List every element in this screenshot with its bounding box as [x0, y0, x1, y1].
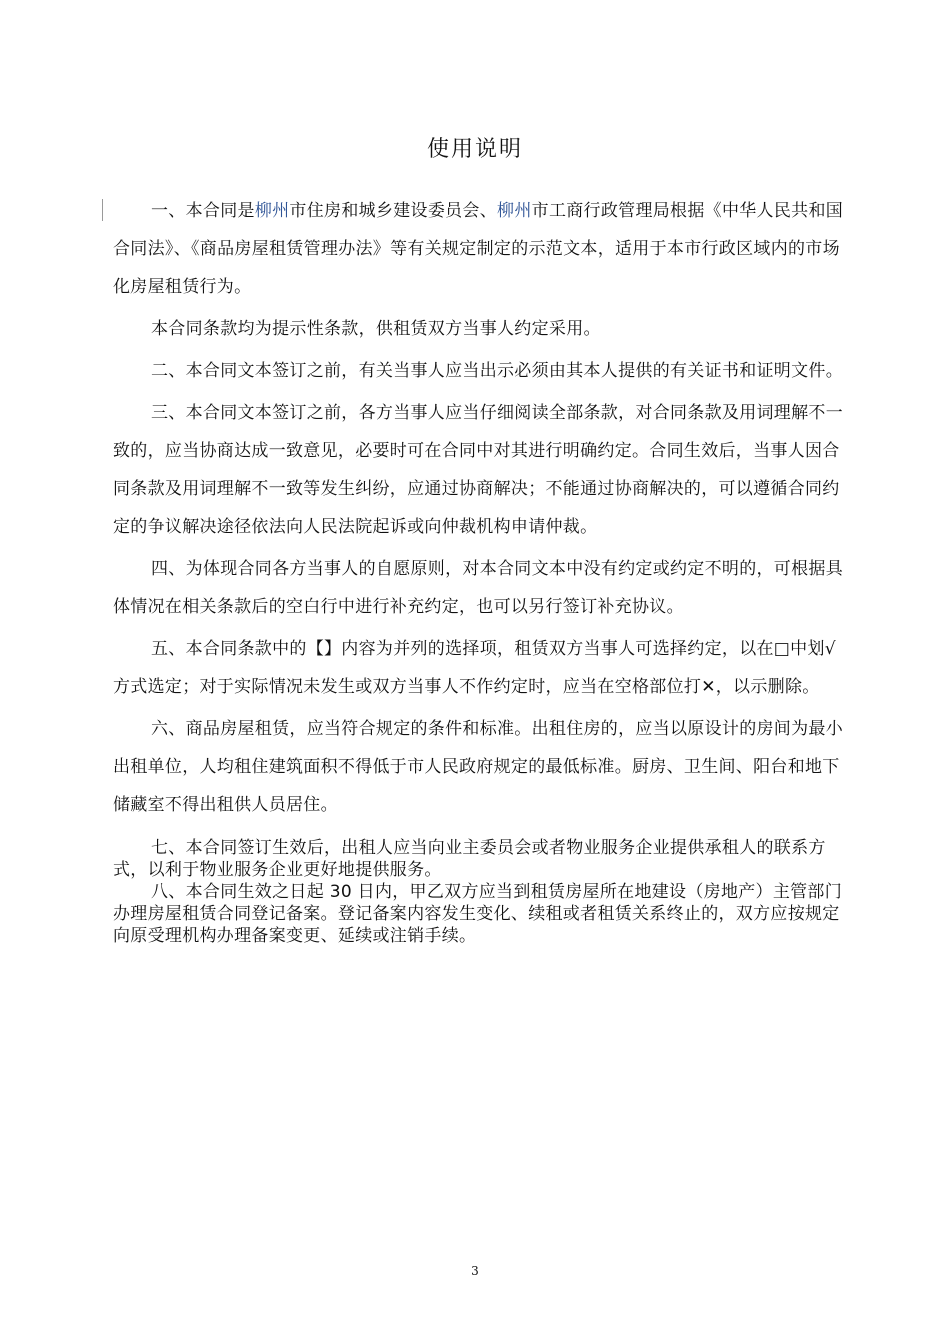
- document-body: [113, 192, 845, 947]
- paragraph-7: 六、商品房屋租赁，应当符合规定的条件和标准。出租住房的，应当以原设计的房间为最小出租单位，人均租住建筑面积不得低于市人民政府规定的最低标准。厨房、卫生间、阳台和地下储藏室不得出租供人员居住。: [113, 719, 843, 815]
- paragraph-4: 三、本合同文本签订之前，各方当事人应当仔细阅读全部条款，对合同条款及用词理解不一致的，应当协商达成一致意见，必要时可在合同中对其进行明确约定。合同生效后，当事人因合同条款及用词理解不一致等发生纠纷，应通过协商解决；不能通过协商解决的，可以遵循合同约定的争议解决途径依法向人民法院起诉或向仲裁机构申请仲裁。: [113, 403, 843, 537]
- paragraph-1-part-a: 一、本合同是: [151, 201, 255, 221]
- paragraph-3: 二、本合同文本签订之前，有关当事人应当出示必须由其本人提供的有关证书和证明文件。: [151, 361, 843, 381]
- paragraph-1-part-b: 市住房和城乡建设委员会、: [289, 201, 498, 221]
- paragraph-6: 五、本合同条款中的【】内容为并列的选择项，租赁双方当事人可选择约定，以在□中划√方式选定；对于实际情况未发生或双方当事人不作约定时，应当在空格部位打✕，以示删除。: [113, 639, 836, 697]
- city-name-highlight: 柳州: [254, 201, 290, 221]
- paragraph-1-part-c: 市工商行政管理局根据《中华人民共和国合同法》、《商品房屋租赁管理办法》等有关规定制定的示范文本，适用于本市行政区域内的市场化房屋租赁行为。: [113, 201, 844, 297]
- margin-change-bar: [102, 199, 103, 221]
- paragraph-9: 八、本合同生效之日起 30 日内，甲乙双方应当到租赁房屋所在地建设（房地产）主管部门办理房屋租赁合同登记备案。登记备案内容发生变化、续租或者租赁关系终止的，双方应按规定向原受理机构办理备案变更、延续或注销手续。: [113, 882, 843, 946]
- page-title: 使用说明: [426, 137, 523, 162]
- paragraph-1: [113, 192, 845, 306]
- paragraph-2: 本合同条款均为提示性条款，供租赁双方当事人约定采用。: [151, 319, 601, 339]
- paragraph-5: 四、为体现合同各方当事人的自愿原则，对本合同文本中没有约定或约定不明的，可根据具体情况在相关条款后的空白行中进行补充约定，也可以另行签订补充协议。: [113, 559, 843, 617]
- page-number: 3: [471, 1264, 479, 1278]
- city-name-highlight: 柳州: [497, 201, 532, 221]
- paragraph-8: 七、本合同签订生效后，出租人应当向业主委员会或者物业服务企业提供承租人的联系方式，以利于物业服务企业更好地提供服务。: [113, 838, 826, 880]
